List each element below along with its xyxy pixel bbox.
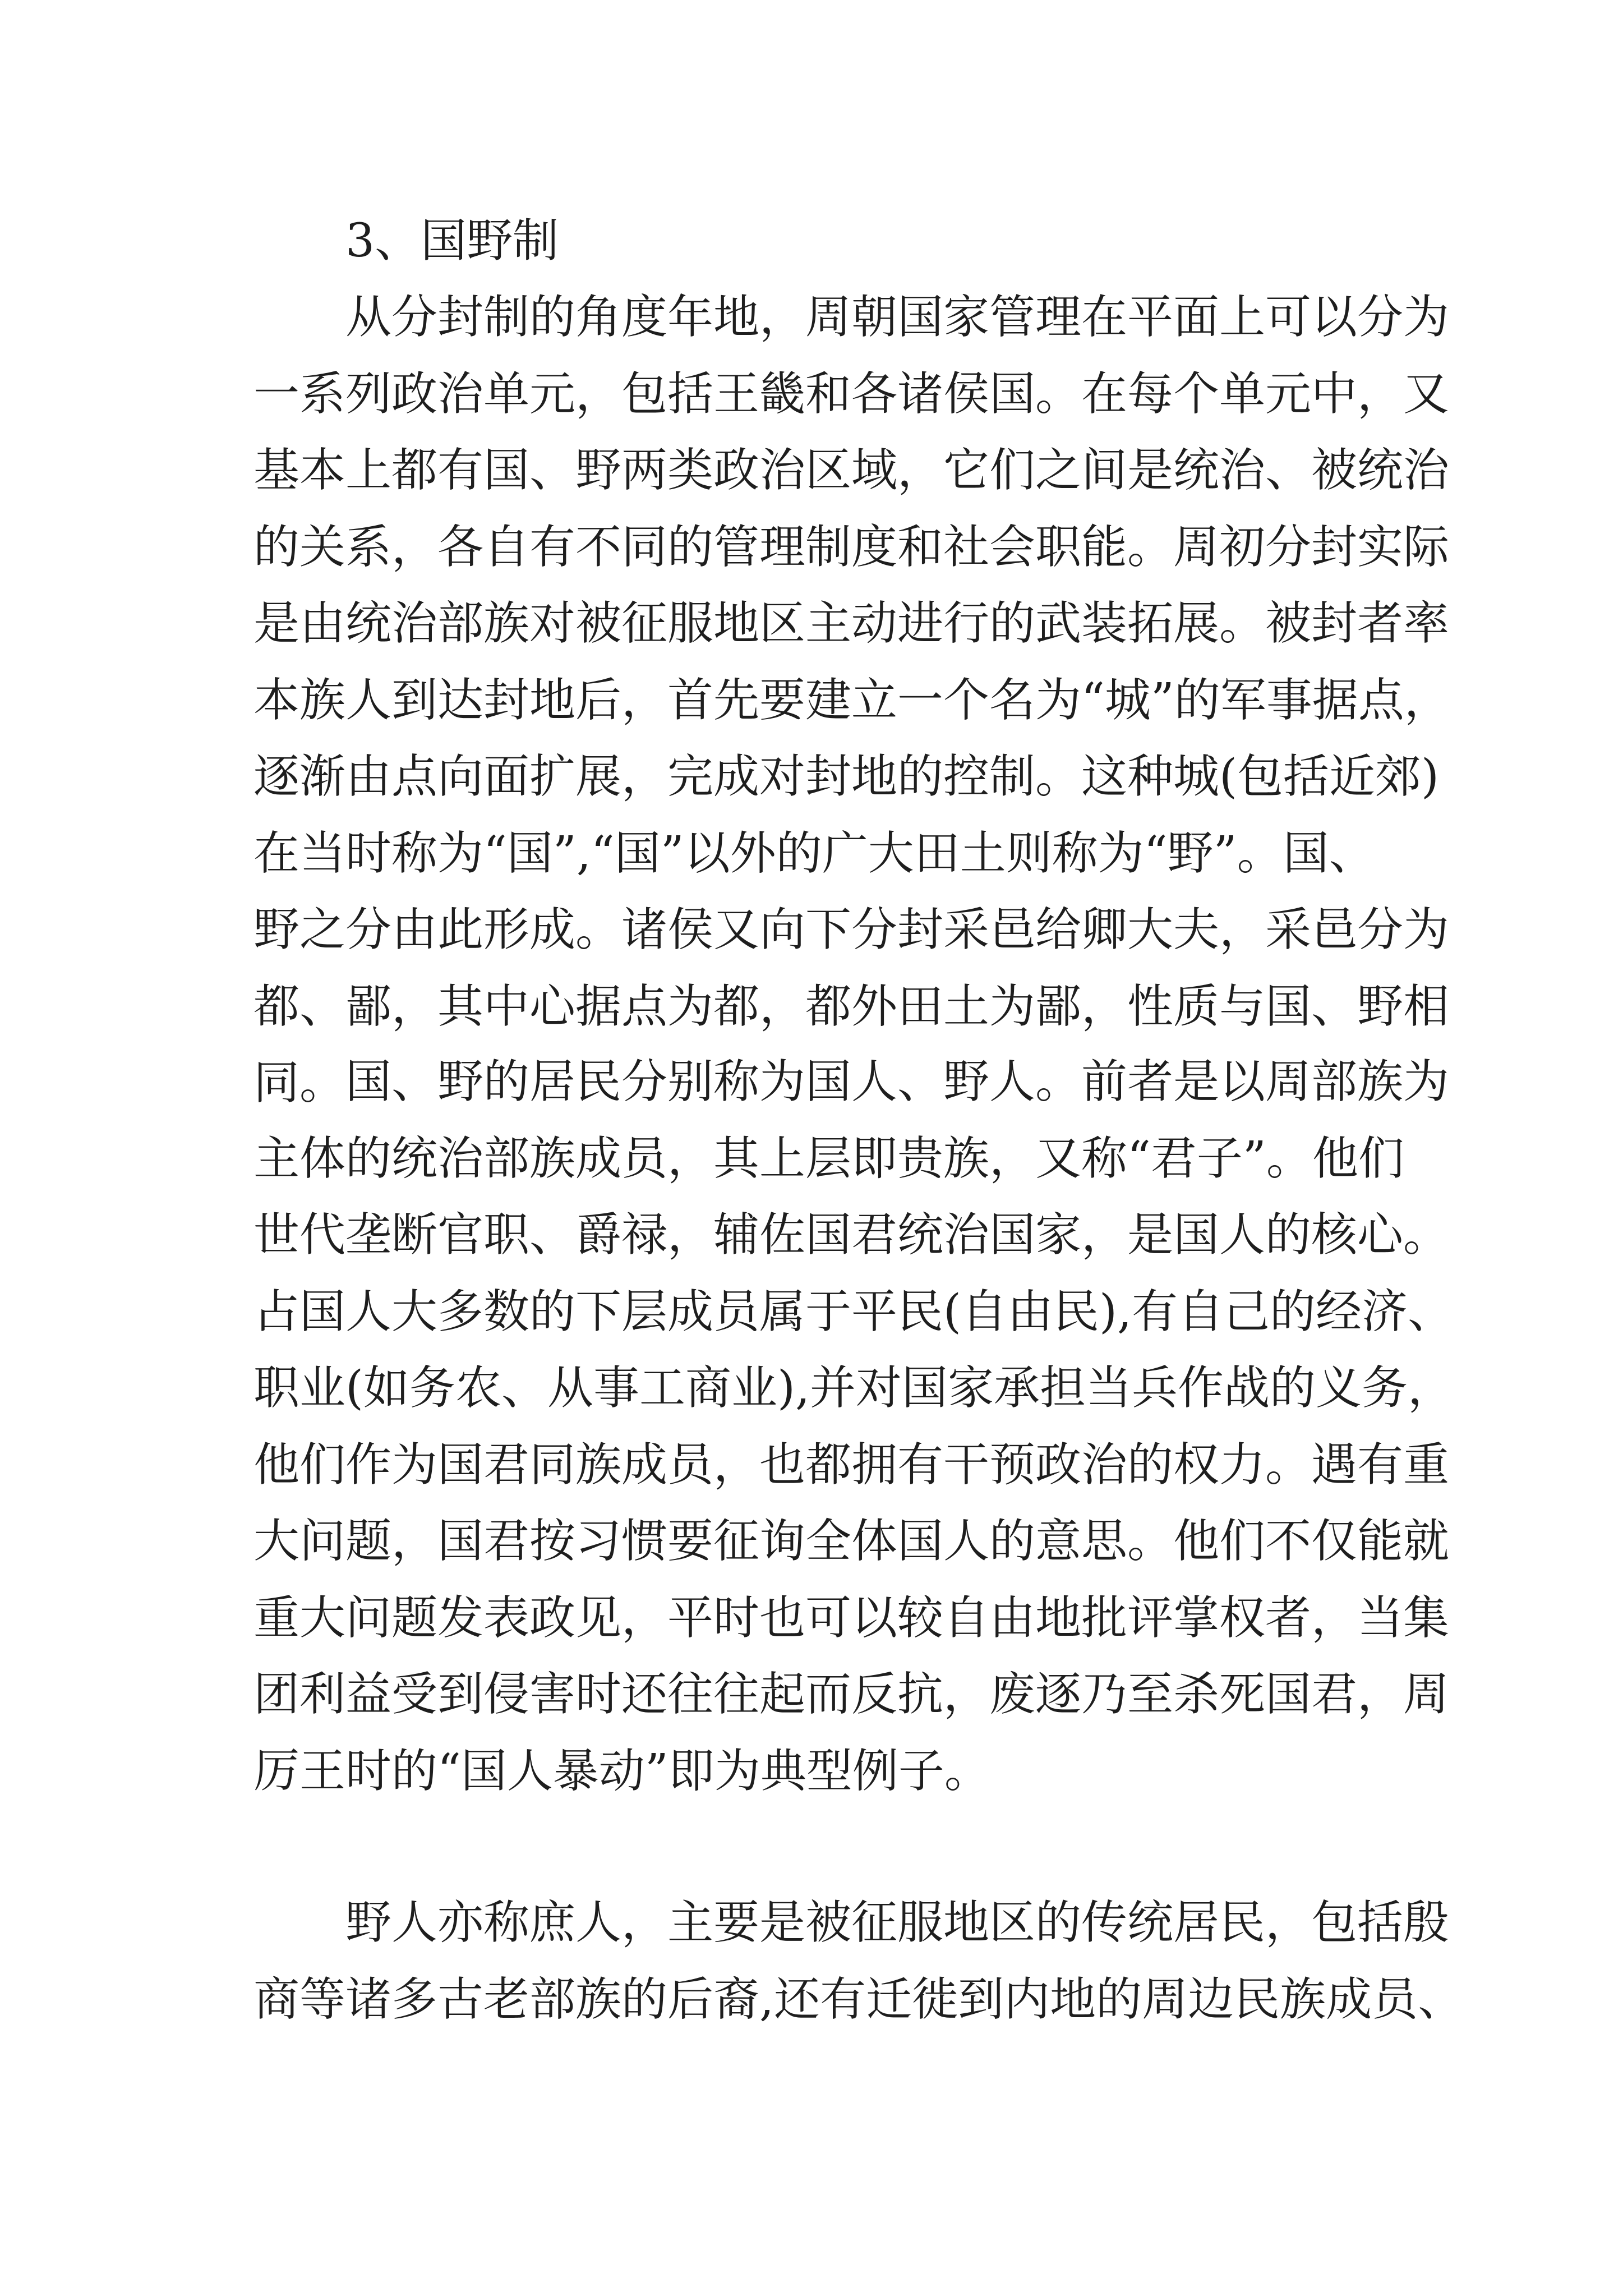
- section-heading: [253, 203, 1370, 280]
- paragraph-line: 野之分由此形成。诸侯又向下分封采邑给卿大夫，采邑分为: [253, 903, 1450, 956]
- paragraph-line: 重大问题发表政见，平时也可以较自由地批评掌权者，当集: [253, 1591, 1450, 1645]
- paragraph-line: 同。: [253, 1056, 346, 1110]
- paragraph-line: 基本上都有国、野两类政治区域，它们之间是统治、被统治: [253, 444, 1450, 497]
- paragraph-line: 的关系，各自有不同的管理制度和社会职能。周初分封实际: [253, 520, 1450, 574]
- paragraph-line: 本族人到达封地后，首先要建立一个名为“城”的军事据点，: [253, 673, 1450, 727]
- paragraph-line: 逐渐由点向面扩展，完成对封地的控制。这种城(包括近郊): [253, 750, 1439, 803]
- paragraph-line: 从分封制的角度年地，周朝国家管理在平面上可以分为: [345, 291, 1450, 344]
- heading-text: 3、国野制: [345, 214, 559, 268]
- paragraph-line: 他们作为国君同族成员，也都拥有干预政治的权力。遇有重: [253, 1438, 1450, 1492]
- paragraph-line: 是由统治部族对被征服地区主动进行的武装拓展。被封者率: [253, 597, 1450, 650]
- paragraph-line: 商等诸多古老部族的后裔,还有迁徙到内地的周边民族成员、: [253, 1972, 1464, 2026]
- paragraph-line: 都、鄙，其中心据点为都，都外田土为鄙，性质与国、野相: [253, 979, 1450, 1033]
- paragraph-line: 野人亦称庶人，主要是被征服地区的传统居民，包括殷: [345, 1896, 1450, 1949]
- paragraph-line: 世代垄断官职、爵禄，辅佐国君统治国家，是国人的核心。: [253, 1208, 1450, 1262]
- paragraph-line: 占国人大多数的下层成员属于平民(自由民),有自己的经济、: [253, 1285, 1454, 1338]
- paragraph-line: 职业(如务农、从事工商业),并对国家承担当兵作战的义务，: [253, 1361, 1454, 1415]
- paragraph-line: 国、野的居民分别称为国人、野人。前者是以周部族为: [345, 1055, 1450, 1108]
- paragraph-line: 团利益受到侵害时还往往起而反抗，废逐乃至杀死国君，周: [253, 1668, 1450, 1721]
- paragraph-line: 大问题，国君按习惯要征询全体国人的意思。他们不仅能就: [253, 1515, 1450, 1568]
- paragraph-line: 厉王时的“国人暴动”即为典型例子。: [253, 1744, 990, 1798]
- paragraph-1: [253, 279, 1450, 1122]
- paragraph-3: [253, 1885, 1464, 2038]
- paragraph-line: 在当时称为“国”,“国”以外的广大田土则称为“野”。国、: [253, 826, 1375, 880]
- paragraph-line: 一系列政治单元，包括王畿和各诸侯国。在每个单元中，又: [253, 367, 1450, 421]
- paragraph-line: 主体的统治部族成员，其上层即贵族，又称“君子”。他们: [253, 1131, 1404, 1185]
- paragraph-2: [253, 1044, 1454, 1810]
